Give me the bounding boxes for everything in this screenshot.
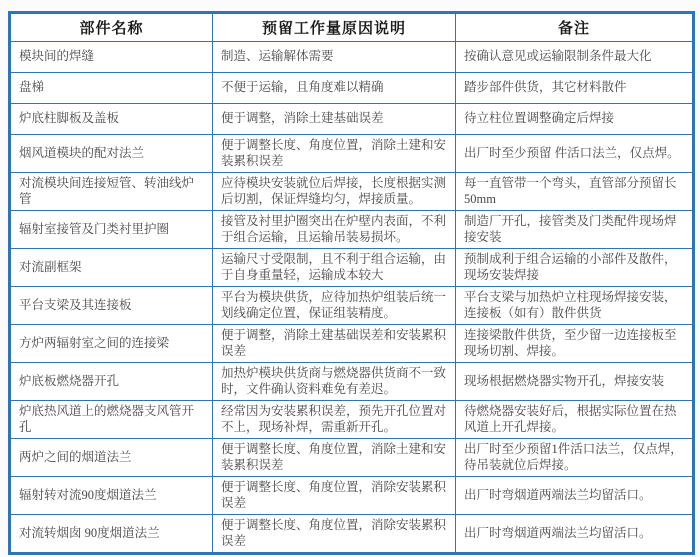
part-name-cell: 炉底柱脚板及盖板 [10,104,213,135]
table-row [10,104,694,135]
reason-cell: 接管及衬里护圈突出在炉壁内表面，不利于组合运输，且运输吊装易损坏。 [213,211,456,249]
table-header-row [10,13,694,42]
reason-cell: 制造、运输解体需要 [213,42,456,73]
table-row [10,42,694,73]
part-name-cell: 炉底板燃烧器开孔 [10,363,213,401]
part-name-cell: 辐射室接管及门类衬里护圈 [10,211,213,249]
remark-cell: 按确认意见或运输限制条件最大化 [456,42,694,73]
reason-cell: 经常因为安装累积误差，预先开孔位置对不上，现场补焊，需重新开孔。 [213,401,456,439]
part-name-cell: 辐射转对流90度烟道法兰 [10,477,213,515]
reason-cell: 便于调整长度、角度位置，消除土建和安装累积误差 [213,135,456,173]
remark-cell: 出厂时弯烟道两端法兰均留活口。 [456,477,694,515]
reason-cell: 便于调整长度、角度位置，消除安装累积误差 [213,477,456,515]
part-name-cell: 平台支梁及其连接板 [10,287,213,325]
table-row [10,173,694,211]
table-row [10,249,694,287]
remark-cell: 连接梁散件供货，至少留一边连接板至现场切割、焊接。 [456,325,694,363]
reserved-work-table [8,11,695,555]
part-name-cell: 方炉两辐射室之间的连接梁 [10,325,213,363]
reason-cell: 应待模块安装就位后焊接，长度根据实测后切割，保证焊缝均匀，焊接质量。 [213,173,456,211]
header-reason: 预留工作量原因说明 [213,13,456,42]
part-name-cell: 两炉之间的烟道法兰 [10,439,213,477]
table-row [10,363,694,401]
reason-cell: 便于调整，消除土建基础误差 [213,104,456,135]
remark-cell: 出厂时弯烟道两端法兰均留活口。 [456,515,694,554]
remark-cell: 预制成利于组合运输的小部件及散件，现场安装焊接 [456,249,694,287]
table-row [10,211,694,249]
remark-cell: 平台支梁与加热炉立柱现场焊接安装，连接板（如有）散件供货 [456,287,694,325]
part-name-cell: 对流副框架 [10,249,213,287]
reason-cell: 不便于运输，且角度难以精确 [213,73,456,104]
reason-cell: 便于调整长度、角度位置，消除安装累积误差 [213,515,456,554]
part-name-cell: 对流转烟囱 90度烟道法兰 [10,515,213,554]
table-row [10,477,694,515]
table-row [10,73,694,104]
table-row [10,439,694,477]
remark-cell: 出厂时至少预留1件活口法兰，仅点焊，待吊装就位后焊接。 [456,439,694,477]
reason-cell: 运输尺寸受限制，且不利于组合运输，由于自身重量轻，运输成本较大 [213,249,456,287]
remark-cell: 制造厂开孔，接管类及门类配件现场焊接安装 [456,211,694,249]
table-row [10,135,694,173]
part-name-cell: 盘梯 [10,73,213,104]
remark-cell: 踏步部件供货，其它材料散件 [456,73,694,104]
remark-cell: 出厂时至少预留 件活口法兰，仅点焊。 [456,135,694,173]
table-row [10,515,694,554]
table-row [10,287,694,325]
reason-cell: 加热炉模块供货商与燃烧器供货商不一致时，文件确认资料难免有差迟。 [213,363,456,401]
remark-cell: 待立柱位置调整确定后焊接 [456,104,694,135]
part-name-cell: 烟风道模块的配对法兰 [10,135,213,173]
part-name-cell: 模块间的焊缝 [10,42,213,73]
part-name-cell: 对流模块间连接短管、转油线炉管 [10,173,213,211]
reason-cell: 便于调整长度、角度位置，消除土建和安装累积误差 [213,439,456,477]
header-remark: 备注 [456,13,694,42]
table-row [10,325,694,363]
header-part-name: 部件名称 [10,13,213,42]
remark-cell: 现场根据燃烧器实物开孔，焊接安装 [456,363,694,401]
remark-cell: 待燃烧器安装好后，根据实际位置在热风道上开孔焊接。 [456,401,694,439]
remark-cell: 每一直管带一个弯头，直管部分预留长50mm [456,173,694,211]
table-row [10,401,694,439]
reason-cell: 平台为模块供货，应待加热炉组装后统一划线确定位置，保证组装精度。 [213,287,456,325]
part-name-cell: 炉底热风道上的燃烧器支风管开孔 [10,401,213,439]
reason-cell: 便于调整，消除土建基础误差和安装累积误差 [213,325,456,363]
